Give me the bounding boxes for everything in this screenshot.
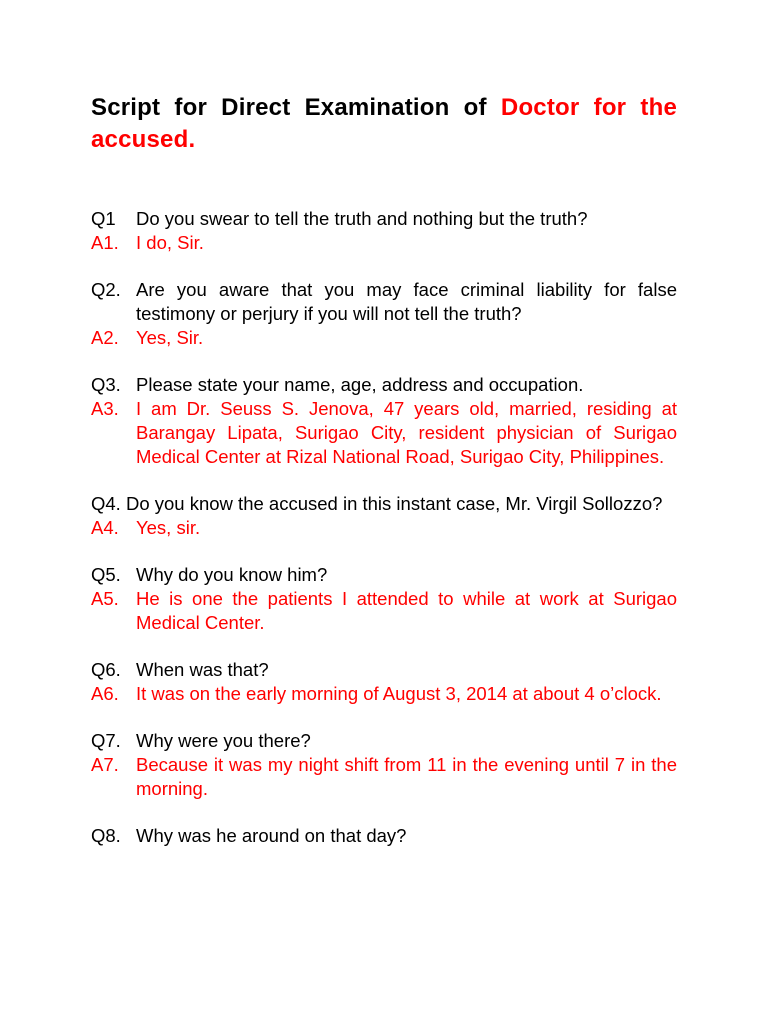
question-text: When was that? <box>136 659 269 680</box>
answer-text: I do, Sir. <box>136 232 204 253</box>
qa-block-3 <box>91 373 677 469</box>
title-highlight: Doctor for the accused. <box>91 94 677 153</box>
qa-block-4 <box>91 492 677 540</box>
question-text: Why were you there? <box>136 730 311 751</box>
question-number: Q3. <box>91 374 121 395</box>
question-number: Q4. <box>91 493 121 514</box>
question-number: Q8. <box>91 825 121 846</box>
qa-block-2 <box>91 278 677 350</box>
title-text: Script for Direct Examination of <box>91 94 501 121</box>
question-row <box>91 207 677 231</box>
question-row <box>91 729 677 753</box>
answer-text: Yes, Sir. <box>136 327 204 348</box>
question-number: Q1 <box>91 208 116 229</box>
question-row <box>91 563 677 587</box>
document-page <box>91 92 677 871</box>
question-number: Q5. <box>91 564 121 585</box>
qa-block-1 <box>91 207 677 255</box>
answer-row <box>91 516 677 540</box>
question-row <box>91 278 677 326</box>
answer-text: I am Dr. Seuss S. Jenova, 47 years old, married, residing at Barangay Lipata, Surigao City, resident physician of Surigao Medical Center at Rizal National Road, Surigao City, Philippines. <box>136 398 677 467</box>
question-row <box>91 824 677 848</box>
answer-number: A1. <box>91 232 119 253</box>
question-text: Do you swear to tell the truth and nothing but the truth? <box>136 208 588 229</box>
answer-row <box>91 231 677 255</box>
answer-row <box>91 326 677 350</box>
question-text: Please state your name, age, address and occupation. <box>136 374 584 395</box>
qa-block-5 <box>91 563 677 635</box>
answer-row <box>91 682 677 706</box>
question-row <box>91 658 677 682</box>
question-row <box>91 373 677 397</box>
answer-text: Because it was my night shift from 11 in the evening until 7 in the morning. <box>136 754 677 799</box>
answer-row <box>91 587 677 635</box>
answer-number: A7. <box>91 754 119 775</box>
question-number: Q7. <box>91 730 121 751</box>
answer-row <box>91 397 677 469</box>
answer-text: Yes, sir. <box>136 517 201 538</box>
answer-number: A5. <box>91 588 119 609</box>
question-number: Q2. <box>91 279 121 300</box>
question-text: Why do you know him? <box>136 564 328 585</box>
document-title <box>91 92 677 156</box>
qa-block-7 <box>91 729 677 801</box>
answer-row <box>91 753 677 801</box>
answer-number: A6. <box>91 683 119 704</box>
answer-number: A2. <box>91 327 119 348</box>
answer-number: A4. <box>91 517 119 538</box>
answer-text: It was on the early morning of August 3, 2014 at about 4 o’clock. <box>136 683 662 704</box>
qa-block-8 <box>91 824 677 848</box>
answer-text: He is one the patients I attended to while at work at Surigao Medical Center. <box>136 588 677 633</box>
question-text: Do you know the accused in this instant case, Mr. Virgil Sollozzo? <box>125 493 663 514</box>
question-number: Q6. <box>91 659 121 680</box>
question-text: Why was he around on that day? <box>136 825 407 846</box>
qa-block-6 <box>91 658 677 706</box>
question-text: Are you aware that you may face criminal liability for false testimony or perjury if you will not tell the truth? <box>136 279 677 324</box>
question-row <box>91 492 677 516</box>
answer-number: A3. <box>91 398 119 419</box>
